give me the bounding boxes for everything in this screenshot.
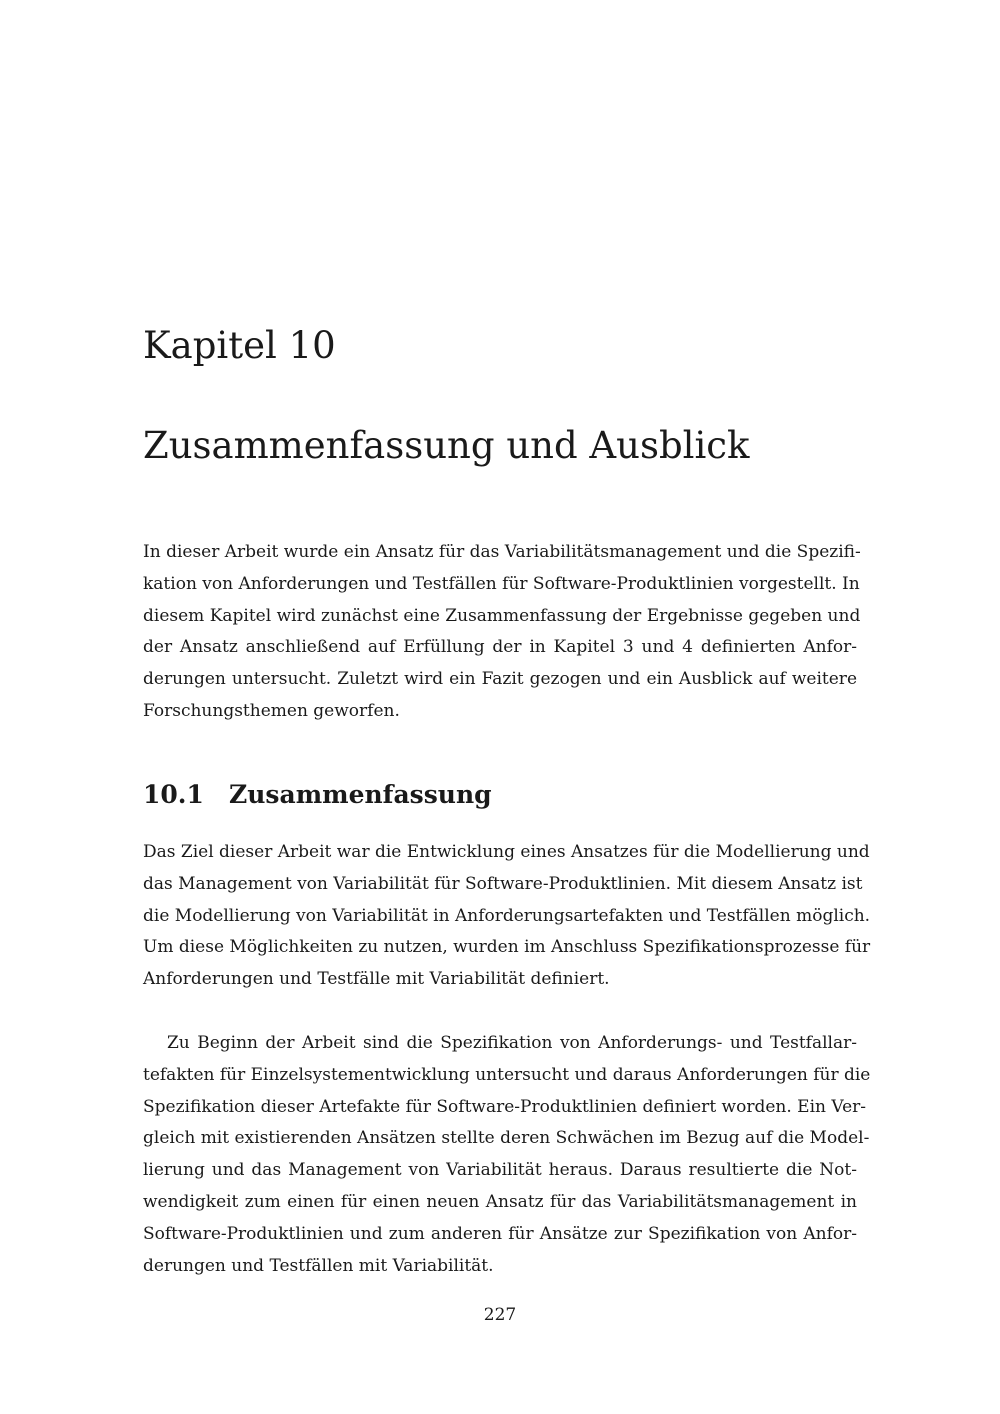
paragraph-line: das Management von Variabilität für Software-Produktlinien. Mit diesem Ansatz ist [143, 873, 863, 894]
chapter-title: Zusammenfassung und Ausblick [143, 424, 750, 467]
section-title: Zusammenfassung [229, 780, 492, 809]
page-number: 227 [483, 1305, 517, 1325]
paragraph-line: lierung und das Management von Variabilität heraus. Daraus resultierte die Not- [143, 1160, 857, 1181]
section-paragraph-2 [143, 1028, 871, 1282]
paragraph-line: Um diese Möglichkeiten zu nutzen, wurden im Anschluss Spezifikationsprozesse für [143, 937, 871, 958]
section-heading [143, 778, 492, 812]
paragraph-line: der Ansatz anschließend auf Erfüllung der in Kapitel 3 und 4 definierten Anfor- [143, 637, 857, 658]
paragraph-line: derungen und Testfällen mit Variabilität. [143, 1255, 494, 1276]
paragraph-line: Zu Beginn der Arbeit sind die Spezifikation von Anforderungs- und Testfallar- [167, 1033, 857, 1053]
paragraph-line: diesem Kapitel wird zunächst eine Zusammenfassung der Ergebnisse gegeben und [143, 605, 861, 626]
paragraph-line: Anforderungen und Testfälle mit Variabilität definiert. [143, 969, 610, 990]
chapter-label: Kapitel 10 [143, 324, 336, 367]
paragraph-line: tefakten für Einzelsystementwicklung untersucht und daraus Anforderungen für die [143, 1064, 871, 1085]
paragraph-line: gleich mit existierenden Ansätzen stellte deren Schwächen im Bezug auf die Model- [143, 1128, 870, 1149]
paragraph-line: Software-Produktlinien und zum anderen für Ansätze zur Spezifikation von Anfor- [143, 1223, 857, 1244]
paragraph-line: derungen untersucht. Zuletzt wird ein Fazit gezogen und ein Ausblick auf weitere [143, 669, 857, 690]
paragraph-line: In dieser Arbeit wurde ein Ansatz für das Variabilitätsmanagement und die Spezifi- [143, 542, 861, 562]
intro-paragraph [143, 537, 861, 728]
paragraph-line: die Modellierung von Variabilität in Anforderungsartefakten und Testfällen möglich. [143, 905, 871, 926]
section-number: 10.1 [143, 780, 204, 809]
paragraph-line: Das Ziel dieser Arbeit war die Entwicklung eines Ansatzes für die Modellierung und [143, 842, 870, 862]
section-paragraph-1 [143, 837, 871, 996]
paragraph-line: Forschungsthemen geworfen. [143, 700, 400, 721]
paragraph-line: Spezifikation dieser Artefakte für Software-Produktlinien definiert worden. Ein Ver- [143, 1096, 867, 1117]
paragraph-line: kation von Anforderungen und Testfällen für Software-Produktlinien vorgestellt. In [143, 573, 860, 594]
paragraph-line: wendigkeit zum einen für einen neuen Ansatz für das Variabilitätsmanagement in [143, 1191, 857, 1212]
